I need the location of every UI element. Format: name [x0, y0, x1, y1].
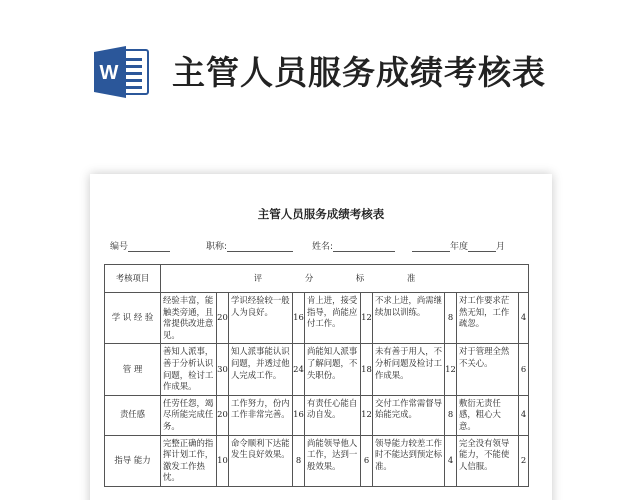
evaluation-table: [104, 264, 529, 487]
month-blank[interactable]: [468, 242, 496, 252]
header-criteria: 评 分 标 准: [161, 265, 529, 293]
score-cell: 18: [361, 344, 373, 395]
criteria-cell: 领导能力较差工作时不能达到预定标准。: [373, 435, 445, 486]
banner: [0, 0, 640, 150]
criteria-cell: 知人派事能认识问题，并透过他人完成工作。: [229, 344, 293, 395]
name-blank[interactable]: [333, 242, 395, 252]
category-cell: 管 理: [105, 344, 161, 395]
category-cell: 责任感: [105, 395, 161, 435]
position-blank[interactable]: [227, 242, 293, 252]
name-field[interactable]: [312, 239, 395, 252]
score-cell: 30: [217, 344, 229, 395]
banner-title: 主管人员服务成绩考核表: [172, 53, 546, 92]
criteria-cell: 敷衍无责任感，粗心大意。: [457, 395, 519, 435]
score-cell: 12: [361, 395, 373, 435]
criteria-cell: 任劳任怨，竭尽所能完成任务。: [161, 395, 217, 435]
id-blank[interactable]: [128, 242, 170, 252]
score-cell: 8: [293, 435, 305, 486]
criteria-cell: 完整正确的指挥计划工作，激发工作热忱。: [161, 435, 217, 486]
category-cell: 学 识 经 验: [105, 293, 161, 344]
name-label: 姓名:: [312, 242, 334, 252]
document-title: 主管人员服务成绩考核表: [257, 207, 385, 221]
criteria-cell: 命令顺利下达能发生良好效果。: [229, 435, 293, 486]
criteria-cell: 肯上进，接受指导，尚能应付工作。: [305, 293, 361, 344]
document-page: [90, 174, 552, 500]
position-field[interactable]: [206, 239, 293, 252]
score-cell: 8: [445, 395, 457, 435]
criteria-cell: 未有善于用人，不分析问题及检讨工作成果。: [373, 344, 445, 395]
score-cell: 16: [293, 395, 305, 435]
form-fields-row: [110, 239, 540, 253]
header-item: 考核项目: [105, 265, 161, 293]
criteria-cell: 完全没有领导能力，不能使人信服。: [457, 435, 519, 486]
score-cell: 24: [293, 344, 305, 395]
criteria-cell: 尚能知人派事了解问题，不失职份。: [305, 344, 361, 395]
criteria-cell: 经验丰富，能触类旁通，且常提供改进意见。: [161, 293, 217, 344]
id-label: 编号: [110, 242, 129, 252]
table-row: [105, 293, 529, 344]
table-header-row: [105, 265, 529, 293]
word-icon: [94, 46, 150, 98]
score-cell: 20: [217, 293, 229, 344]
id-field[interactable]: [110, 239, 170, 252]
table-row: [105, 435, 529, 486]
criteria-cell: 不求上进，尚需继续加以训练。: [373, 293, 445, 344]
score-cell: 6: [361, 435, 373, 486]
score-cell: 20: [217, 395, 229, 435]
year-label: 年度: [450, 242, 469, 252]
word-logo-letter: W: [99, 62, 119, 84]
score-cell: 2: [519, 435, 529, 486]
date-field[interactable]: [412, 239, 505, 252]
criteria-cell: 善知人派事，善于分析认识问题，检讨工作成果。: [161, 344, 217, 395]
criteria-cell: 交付工作常需督导始能完成。: [373, 395, 445, 435]
criteria-cell: 对工作要求茫然无知，工作疏忽。: [457, 293, 519, 344]
year-blank[interactable]: [412, 242, 450, 252]
score-cell: 10: [217, 435, 229, 486]
criteria-cell: 学识经验较一般人为良好。: [229, 293, 293, 344]
category-cell: 指导 能力: [105, 435, 161, 486]
criteria-cell: 有责任心能自动自发。: [305, 395, 361, 435]
score-cell: 16: [293, 293, 305, 344]
position-label: 职称:: [206, 242, 228, 252]
score-cell: 6: [519, 344, 529, 395]
criteria-cell: 尚能领导他人工作，达到一般效果。: [305, 435, 361, 486]
score-cell: 8: [445, 293, 457, 344]
table-row: [105, 344, 529, 395]
score-cell: 4: [519, 293, 529, 344]
score-cell: 12: [445, 344, 457, 395]
table-row: [105, 395, 529, 435]
score-cell: 12: [361, 293, 373, 344]
score-cell: 4: [519, 395, 529, 435]
score-cell: 4: [445, 435, 457, 486]
criteria-cell: 工作努力，份内工作非常完善。: [229, 395, 293, 435]
criteria-cell: 对于管理全然不关心。: [457, 344, 519, 395]
month-label: 月: [496, 242, 506, 252]
